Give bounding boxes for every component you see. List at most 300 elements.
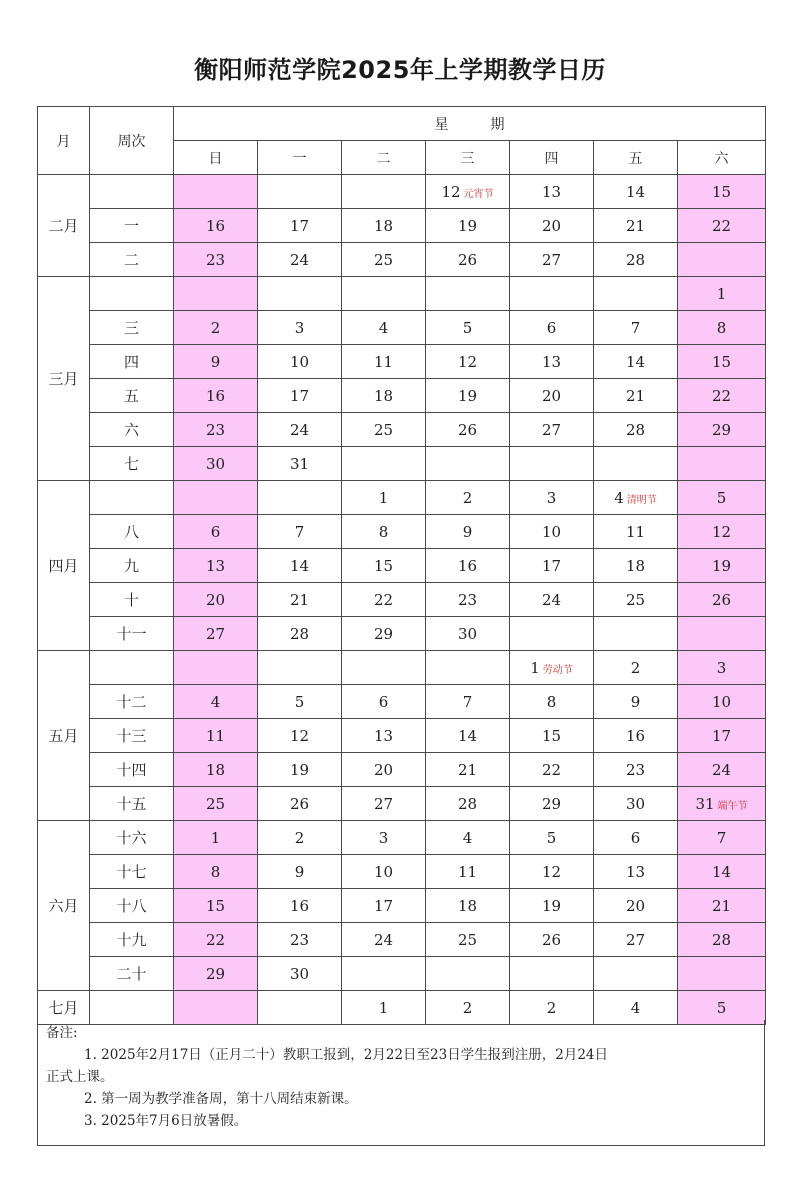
day-cell bbox=[426, 719, 510, 753]
day-number: 26 bbox=[289, 794, 310, 813]
day-number: 10 bbox=[711, 692, 732, 711]
day-cell bbox=[678, 345, 766, 379]
day-cell bbox=[342, 345, 426, 379]
day-cell bbox=[594, 549, 678, 583]
day-number: 3 bbox=[294, 318, 305, 337]
day-cell bbox=[258, 719, 342, 753]
day-number: 9 bbox=[630, 692, 641, 711]
day-number: 2 bbox=[630, 658, 641, 677]
day-number: 30 bbox=[625, 794, 646, 813]
day-number: 17 bbox=[711, 726, 732, 745]
day-number: 8 bbox=[378, 522, 389, 541]
day-cell bbox=[678, 855, 766, 889]
calendar-row bbox=[38, 787, 766, 821]
day-number: 1 bbox=[530, 658, 540, 677]
day-cell bbox=[426, 821, 510, 855]
header-day-1: 一 bbox=[258, 141, 342, 175]
day-number: 14 bbox=[711, 862, 732, 881]
day-number: 4 bbox=[210, 692, 221, 711]
holiday-label: 清明节 bbox=[626, 494, 657, 506]
day-number: 12 bbox=[289, 726, 310, 745]
note-item-1-cont: 正式上课。 bbox=[46, 1069, 114, 1085]
day-cell bbox=[510, 175, 594, 209]
week-number: 十九 bbox=[90, 923, 174, 957]
day-cell bbox=[510, 719, 594, 753]
day-number: 5 bbox=[294, 692, 305, 711]
day-cell bbox=[510, 311, 594, 345]
day-cell bbox=[174, 175, 258, 209]
day-cell bbox=[510, 481, 594, 515]
day-number: 9 bbox=[294, 862, 305, 881]
day-cell bbox=[678, 923, 766, 957]
day-number: 28 bbox=[711, 930, 732, 949]
calendar-row bbox=[38, 719, 766, 753]
day-number: 22 bbox=[711, 216, 732, 235]
day-cell bbox=[594, 175, 678, 209]
day-cell bbox=[678, 311, 766, 345]
week-number: 十五 bbox=[90, 787, 174, 821]
day-cell bbox=[510, 651, 594, 685]
week-number: 十二 bbox=[90, 685, 174, 719]
day-cell bbox=[342, 957, 426, 991]
day-cell bbox=[174, 583, 258, 617]
week-number: 十四 bbox=[90, 753, 174, 787]
week-number: 十六 bbox=[90, 821, 174, 855]
day-number: 17 bbox=[373, 896, 394, 915]
header-month: 月 bbox=[38, 107, 90, 175]
day-cell bbox=[510, 277, 594, 311]
day-cell bbox=[426, 447, 510, 481]
day-number: 8 bbox=[716, 318, 727, 337]
calendar-row bbox=[38, 821, 766, 855]
day-cell bbox=[594, 345, 678, 379]
day-cell bbox=[426, 957, 510, 991]
day-cell bbox=[342, 719, 426, 753]
day-cell bbox=[594, 583, 678, 617]
day-cell bbox=[342, 277, 426, 311]
day-cell bbox=[174, 209, 258, 243]
day-cell bbox=[258, 889, 342, 923]
calendar-row bbox=[38, 617, 766, 651]
day-cell bbox=[174, 821, 258, 855]
day-cell bbox=[258, 685, 342, 719]
day-number: 20 bbox=[205, 590, 226, 609]
day-cell bbox=[510, 549, 594, 583]
day-cell bbox=[174, 957, 258, 991]
day-cell bbox=[258, 413, 342, 447]
day-cell bbox=[258, 379, 342, 413]
day-number: 26 bbox=[457, 420, 478, 439]
day-cell bbox=[594, 719, 678, 753]
day-cell bbox=[258, 277, 342, 311]
day-cell bbox=[510, 855, 594, 889]
calendar-row bbox=[38, 243, 766, 277]
day-number: 19 bbox=[711, 556, 732, 575]
day-cell bbox=[678, 277, 766, 311]
day-number: 12 bbox=[541, 862, 562, 881]
day-number: 13 bbox=[541, 182, 562, 201]
day-number: 27 bbox=[205, 624, 226, 643]
calendar-row bbox=[38, 311, 766, 345]
day-cell bbox=[594, 515, 678, 549]
day-cell bbox=[510, 753, 594, 787]
day-number: 21 bbox=[711, 896, 732, 915]
note-item-1: 1. 2025年2月17日（正月二十）教职工报到，2月22日至23日学生报到注册，2月24日 bbox=[84, 1047, 609, 1063]
day-cell bbox=[594, 753, 678, 787]
calendar-header bbox=[38, 107, 766, 175]
day-cell bbox=[342, 549, 426, 583]
week-number: 十一 bbox=[90, 617, 174, 651]
month-label: 七月 bbox=[38, 991, 90, 1025]
day-number: 29 bbox=[373, 624, 394, 643]
day-number: 25 bbox=[373, 250, 394, 269]
day-cell bbox=[258, 209, 342, 243]
day-number: 2 bbox=[462, 998, 473, 1017]
day-number: 1 bbox=[210, 828, 221, 847]
day-cell bbox=[174, 243, 258, 277]
week-number: 十三 bbox=[90, 719, 174, 753]
calendar-row bbox=[38, 651, 766, 685]
calendar-row bbox=[38, 447, 766, 481]
day-cell bbox=[258, 243, 342, 277]
day-number: 10 bbox=[541, 522, 562, 541]
day-cell bbox=[342, 379, 426, 413]
day-cell bbox=[678, 787, 766, 821]
day-cell bbox=[174, 855, 258, 889]
week-number: 三 bbox=[90, 311, 174, 345]
day-cell bbox=[594, 821, 678, 855]
day-number: 10 bbox=[373, 862, 394, 881]
day-number: 6 bbox=[210, 522, 221, 541]
day-cell bbox=[510, 447, 594, 481]
day-cell bbox=[342, 583, 426, 617]
day-cell bbox=[174, 787, 258, 821]
day-number: 6 bbox=[546, 318, 557, 337]
calendar-row bbox=[38, 923, 766, 957]
day-number: 1 bbox=[716, 284, 727, 303]
day-cell bbox=[678, 243, 766, 277]
day-number: 18 bbox=[373, 386, 394, 405]
month-label: 六月 bbox=[38, 821, 90, 991]
day-cell bbox=[510, 957, 594, 991]
day-cell bbox=[342, 481, 426, 515]
day-cell bbox=[174, 481, 258, 515]
day-cell bbox=[426, 753, 510, 787]
day-cell bbox=[426, 549, 510, 583]
day-cell bbox=[510, 889, 594, 923]
day-cell bbox=[342, 243, 426, 277]
day-number: 30 bbox=[457, 624, 478, 643]
day-number: 14 bbox=[625, 182, 646, 201]
day-cell bbox=[510, 821, 594, 855]
day-number: 19 bbox=[289, 760, 310, 779]
day-cell bbox=[174, 549, 258, 583]
day-cell bbox=[678, 481, 766, 515]
day-cell bbox=[426, 379, 510, 413]
day-cell bbox=[510, 243, 594, 277]
day-number: 4 bbox=[462, 828, 473, 847]
day-cell bbox=[426, 583, 510, 617]
day-number: 31 bbox=[289, 454, 310, 473]
calendar-body bbox=[38, 175, 766, 1025]
day-number: 24 bbox=[541, 590, 562, 609]
day-cell bbox=[594, 243, 678, 277]
calendar-row bbox=[38, 413, 766, 447]
month-label: 二月 bbox=[38, 175, 90, 277]
day-cell bbox=[510, 379, 594, 413]
day-cell bbox=[594, 447, 678, 481]
day-number: 22 bbox=[541, 760, 562, 779]
day-cell bbox=[678, 889, 766, 923]
day-cell bbox=[510, 515, 594, 549]
day-cell bbox=[342, 617, 426, 651]
calendar-row bbox=[38, 379, 766, 413]
day-number: 21 bbox=[625, 216, 646, 235]
day-number: 20 bbox=[541, 216, 562, 235]
holiday-label: 劳动节 bbox=[542, 664, 573, 676]
day-cell bbox=[594, 617, 678, 651]
day-number: 19 bbox=[541, 896, 562, 915]
note-item-3: 3. 2025年7月6日放暑假。 bbox=[84, 1113, 248, 1129]
day-cell bbox=[594, 311, 678, 345]
calendar-row bbox=[38, 855, 766, 889]
day-number: 17 bbox=[289, 386, 310, 405]
day-number: 30 bbox=[289, 964, 310, 983]
day-cell bbox=[174, 617, 258, 651]
day-number: 2 bbox=[294, 828, 305, 847]
day-number: 22 bbox=[711, 386, 732, 405]
day-number: 16 bbox=[457, 556, 478, 575]
header-day-6: 六 bbox=[678, 141, 766, 175]
day-number: 20 bbox=[373, 760, 394, 779]
day-cell bbox=[594, 379, 678, 413]
holiday-label: 元宵节 bbox=[463, 188, 494, 200]
day-number: 4 bbox=[630, 998, 641, 1017]
day-cell bbox=[342, 855, 426, 889]
day-cell bbox=[174, 753, 258, 787]
day-number: 11 bbox=[457, 862, 478, 881]
day-number: 9 bbox=[462, 522, 473, 541]
day-cell bbox=[426, 345, 510, 379]
day-cell bbox=[594, 481, 678, 515]
day-number: 11 bbox=[205, 726, 226, 745]
day-cell bbox=[258, 753, 342, 787]
day-number: 24 bbox=[289, 420, 310, 439]
day-cell bbox=[678, 685, 766, 719]
day-cell bbox=[174, 515, 258, 549]
day-number: 27 bbox=[541, 250, 562, 269]
month-label: 四月 bbox=[38, 481, 90, 651]
day-cell bbox=[342, 515, 426, 549]
day-cell bbox=[678, 821, 766, 855]
week-number: 四 bbox=[90, 345, 174, 379]
day-number: 19 bbox=[457, 386, 478, 405]
day-cell bbox=[258, 481, 342, 515]
day-number: 19 bbox=[457, 216, 478, 235]
day-cell bbox=[510, 209, 594, 243]
day-number: 14 bbox=[289, 556, 310, 575]
day-number: 20 bbox=[541, 386, 562, 405]
day-number: 16 bbox=[625, 726, 646, 745]
day-number: 7 bbox=[294, 522, 305, 541]
day-number: 26 bbox=[711, 590, 732, 609]
day-number: 30 bbox=[205, 454, 226, 473]
day-cell bbox=[426, 787, 510, 821]
day-number: 28 bbox=[625, 420, 646, 439]
day-cell bbox=[258, 515, 342, 549]
day-cell bbox=[678, 379, 766, 413]
header-day-3: 三 bbox=[426, 141, 510, 175]
week-number: 二十 bbox=[90, 957, 174, 991]
day-number: 8 bbox=[210, 862, 221, 881]
day-number: 7 bbox=[462, 692, 473, 711]
day-number: 27 bbox=[625, 930, 646, 949]
calendar-row bbox=[38, 175, 766, 209]
day-cell bbox=[174, 345, 258, 379]
day-cell bbox=[342, 821, 426, 855]
day-cell bbox=[594, 787, 678, 821]
day-cell bbox=[594, 889, 678, 923]
day-cell bbox=[258, 345, 342, 379]
day-number: 5 bbox=[716, 998, 727, 1017]
day-cell bbox=[594, 685, 678, 719]
day-number: 15 bbox=[711, 352, 732, 371]
day-number: 12 bbox=[457, 352, 478, 371]
day-cell bbox=[510, 413, 594, 447]
day-cell bbox=[342, 753, 426, 787]
day-cell bbox=[426, 413, 510, 447]
day-cell bbox=[594, 413, 678, 447]
week-number: 一 bbox=[90, 209, 174, 243]
day-number: 25 bbox=[457, 930, 478, 949]
day-number: 3 bbox=[546, 488, 557, 507]
week-number: 九 bbox=[90, 549, 174, 583]
day-cell bbox=[678, 209, 766, 243]
day-number: 28 bbox=[625, 250, 646, 269]
day-number: 2 bbox=[462, 488, 473, 507]
day-cell bbox=[594, 923, 678, 957]
day-cell bbox=[426, 651, 510, 685]
day-cell bbox=[258, 617, 342, 651]
day-number: 12 bbox=[711, 522, 732, 541]
calendar-row bbox=[38, 889, 766, 923]
week-number: 十八 bbox=[90, 889, 174, 923]
day-cell bbox=[174, 719, 258, 753]
week-number: 五 bbox=[90, 379, 174, 413]
day-number: 17 bbox=[541, 556, 562, 575]
calendar-table bbox=[37, 106, 766, 1025]
day-cell bbox=[174, 311, 258, 345]
day-number: 22 bbox=[373, 590, 394, 609]
day-number: 9 bbox=[210, 352, 221, 371]
day-cell bbox=[174, 379, 258, 413]
calendar-row bbox=[38, 549, 766, 583]
day-number: 29 bbox=[711, 420, 732, 439]
calendar-row bbox=[38, 583, 766, 617]
day-cell bbox=[342, 447, 426, 481]
day-cell bbox=[258, 855, 342, 889]
day-cell bbox=[342, 413, 426, 447]
day-cell bbox=[258, 821, 342, 855]
day-number: 15 bbox=[541, 726, 562, 745]
notes-section bbox=[37, 1020, 765, 1146]
day-cell bbox=[678, 651, 766, 685]
day-number: 13 bbox=[625, 862, 646, 881]
day-number: 3 bbox=[716, 658, 727, 677]
day-number: 28 bbox=[289, 624, 310, 643]
day-number: 29 bbox=[205, 964, 226, 983]
day-number: 24 bbox=[289, 250, 310, 269]
day-cell bbox=[258, 583, 342, 617]
calendar-row bbox=[38, 957, 766, 991]
day-cell bbox=[174, 447, 258, 481]
day-number: 25 bbox=[373, 420, 394, 439]
day-cell bbox=[174, 923, 258, 957]
day-number: 18 bbox=[205, 760, 226, 779]
day-number: 31 bbox=[695, 794, 715, 813]
day-cell bbox=[342, 175, 426, 209]
day-number: 22 bbox=[205, 930, 226, 949]
day-number: 27 bbox=[373, 794, 394, 813]
calendar-row bbox=[38, 685, 766, 719]
day-number: 2 bbox=[210, 318, 221, 337]
page-title: 衡阳师范学院2025年上学期教学日历 bbox=[194, 56, 606, 84]
month-label: 五月 bbox=[38, 651, 90, 821]
day-number: 18 bbox=[373, 216, 394, 235]
day-number: 23 bbox=[205, 250, 226, 269]
day-number: 15 bbox=[205, 896, 226, 915]
week-number: 二 bbox=[90, 243, 174, 277]
day-cell bbox=[342, 311, 426, 345]
day-number: 29 bbox=[541, 794, 562, 813]
notes-heading: 备注: bbox=[46, 1025, 78, 1041]
day-cell bbox=[426, 209, 510, 243]
day-cell bbox=[678, 753, 766, 787]
day-number: 11 bbox=[373, 352, 394, 371]
day-cell bbox=[174, 413, 258, 447]
day-number: 23 bbox=[625, 760, 646, 779]
day-cell bbox=[342, 651, 426, 685]
day-cell bbox=[258, 447, 342, 481]
day-cell bbox=[258, 651, 342, 685]
day-number: 5 bbox=[546, 828, 557, 847]
day-number: 16 bbox=[205, 216, 226, 235]
day-cell bbox=[342, 923, 426, 957]
day-cell bbox=[426, 685, 510, 719]
week-number bbox=[90, 277, 174, 311]
day-number: 28 bbox=[457, 794, 478, 813]
calendar-row bbox=[38, 209, 766, 243]
day-number: 17 bbox=[289, 216, 310, 235]
day-number: 7 bbox=[716, 828, 727, 847]
day-number: 23 bbox=[457, 590, 478, 609]
day-cell bbox=[510, 345, 594, 379]
header-day-2: 二 bbox=[342, 141, 426, 175]
week-number: 八 bbox=[90, 515, 174, 549]
day-number: 25 bbox=[205, 794, 226, 813]
day-number: 8 bbox=[546, 692, 557, 711]
day-cell bbox=[678, 515, 766, 549]
day-cell bbox=[594, 855, 678, 889]
day-cell bbox=[174, 651, 258, 685]
day-cell bbox=[258, 549, 342, 583]
day-cell bbox=[426, 889, 510, 923]
day-cell bbox=[678, 957, 766, 991]
day-number: 13 bbox=[373, 726, 394, 745]
note-item-2: 2. 第一周为教学准备周，第十八周结束新课。 bbox=[84, 1091, 358, 1107]
day-number: 11 bbox=[625, 522, 646, 541]
day-cell bbox=[678, 617, 766, 651]
